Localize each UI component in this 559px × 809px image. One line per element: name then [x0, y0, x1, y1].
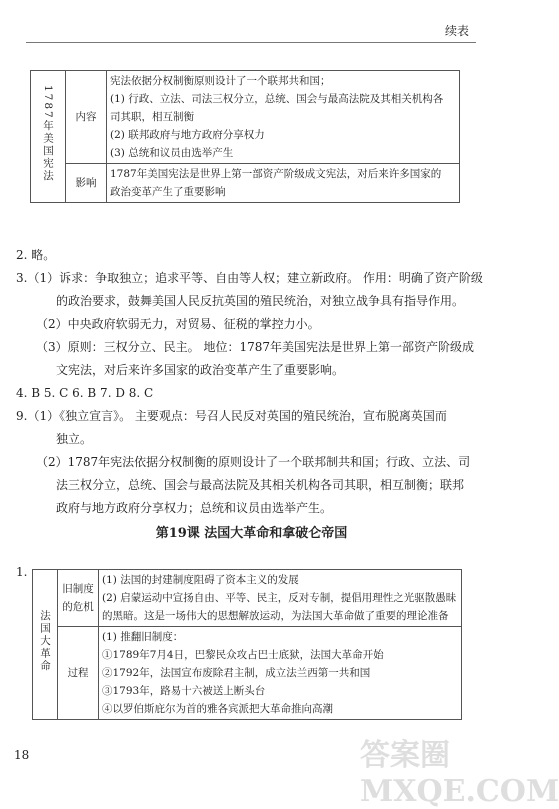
answer-3-1: 3.（1）诉求：争取独立；追求平等、自由等人权；建立新政府。 作用：明确了资产阶级 — [16, 271, 483, 285]
answer-3-3-cont: 文宪法，对后来许多国家的政治变革产生了重要影响。 — [56, 363, 345, 377]
answer-2: 2. 略。 — [16, 248, 56, 262]
answer-3-3: （3）原则：三权分立、民主。 地位：1787年美国宪法是世界上第一部资产阶级成 — [36, 340, 474, 354]
process-line: ③1793年，路易十六被送上断头台 — [102, 685, 266, 697]
answer-9-2: （2）1787年宪法依据分权制衡的原则设计了一个联邦制共和国；行政、立法、司 — [36, 455, 471, 469]
answers-block — [16, 244, 486, 520]
answer-3-2: （2）中央政府软弱无力，对贸易、征税的掌控力小。 — [36, 317, 320, 331]
answer-4-8: 4. B 5. C 6. B 7. D 8. C — [16, 386, 154, 400]
continued-label: 续表 — [444, 24, 469, 38]
lesson-title: 第19课 法国大革命和拿破仑帝国 — [155, 526, 348, 541]
answer-9-2-cont: 法三权分立，总统、国会与最高法院及其相关机构各司其职，相互制衡；联邦 — [56, 478, 465, 492]
crisis-line: 的黑暗。这是一场伟大的思想解放运动，为法国大革命做了重要的理论准备 — [102, 610, 449, 622]
constitution-table — [30, 70, 460, 203]
process-line: (1) 推翻旧制度： — [102, 631, 184, 643]
header-divider — [26, 42, 476, 43]
process-line: ①1789年7月4日，巴黎民众攻占巴士底狱，法国大革命开始 — [102, 649, 384, 661]
content-label: 内容 — [66, 71, 107, 164]
process-label: 过程 — [58, 627, 99, 720]
answer-9-1: 9.（1）《独立宣言》。 主要观点：号召人民反对英国的殖民统治，宣布脱离英国而 — [16, 409, 447, 423]
impact-cell — [107, 164, 460, 203]
answer-9-2-cont2: 政府与地方政府分享权力；总统和议员由选举产生。 — [56, 501, 333, 515]
crisis-line: (1) 法国的封建制度阻碍了资本主义的发展 — [102, 574, 299, 586]
content-line: (2) 联邦政府与地方政府分享权力 — [110, 129, 265, 141]
row-label: 1787年美国宪法 — [42, 84, 54, 183]
impact-line: 1787年美国宪法是世界上第一部资产阶级成文宪法，对后来许多国家的 — [110, 168, 442, 180]
impact-label: 影响 — [66, 164, 107, 203]
process-line: ④以罗伯斯庇尔为首的雅各宾派把大革命推向高潮 — [102, 703, 333, 715]
impact-line: 政治变革产生了重要影响 — [110, 186, 226, 198]
content-line: 宪法依据分权制衡原则设计了一个联邦共和国； — [110, 75, 331, 87]
question-1-number: 1. — [16, 565, 28, 579]
crisis-line: (2) 启蒙运动中宣扬自由、平等、民主，反对专制，提倡用理性之光驱散愚昧 — [102, 592, 457, 604]
crisis-cell — [99, 570, 462, 627]
revolution-table — [32, 569, 462, 720]
content-line: 司其职，相互制衡 — [110, 111, 194, 123]
content-line: (1) 行政、立法、司法三权分立，总统、国会与最高法院及其相关机构各 — [110, 93, 444, 105]
process-cell — [99, 627, 462, 720]
crisis-label: 旧制度的危机 — [58, 570, 99, 627]
process-line: ②1792年，法国宣布废除君主制，成立法兰西第一共和国 — [102, 667, 371, 679]
answer-9-1-cont: 独立。 — [56, 432, 93, 446]
content-line: (3) 总统和议员由选举产生 — [110, 147, 234, 159]
content-cell — [107, 71, 460, 164]
watermark: 答案圈 MXQE.COM — [360, 738, 559, 809]
row-label-cell — [31, 71, 66, 203]
page-number: 18 — [14, 748, 30, 762]
row-label-cell — [33, 570, 58, 720]
row-label: 法国大革命 — [39, 610, 51, 673]
answer-3-1-cont: 的政治要求，鼓舞美国人民反抗英国的殖民统治，对独立战争具有指导作用。 — [56, 294, 465, 308]
